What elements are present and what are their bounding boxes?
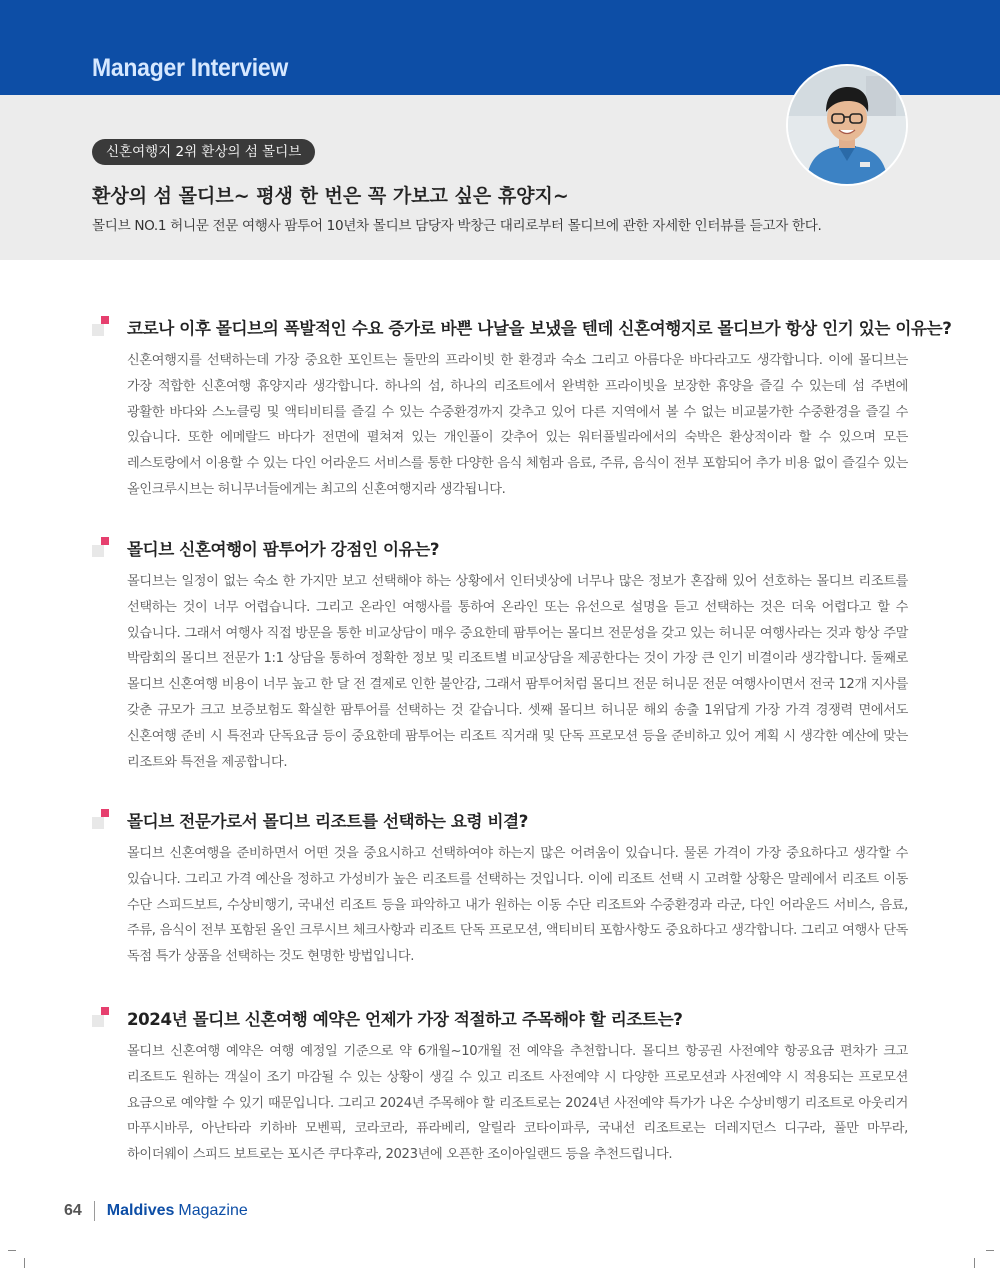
question-marker-icon xyxy=(92,537,114,559)
crop-mark xyxy=(24,1258,25,1268)
interviewee-photo xyxy=(788,66,906,184)
question: 코로나 이후 몰디브의 폭발적인 수요 증가로 바쁜 나날을 보냈을 텐데 신혼여행지로 몰디브가 항상 인기 있는 이유는? xyxy=(127,319,952,338)
answer: 몰디브 신혼여행 예약은 여행 예정일 기준으로 약 6개월~10개월 전 예약을 추천합니다. 몰디브 항공권 사전예약 항공요금 편차가 크고 리조트도 원하는 객실이 조기 마감될 수 있는 상황이 생길 수 있고 리조트 사전예약 시 다양한 프로모션과 사전예약 시 적용되는 프로모션 요금으로 예약할 수 있기 때문입니다. 그리고 2024년 주목해야 할 리조트로는 2024년 사전예약 특가가 나온 수상비행기 리조트로 아웃리거 마푸시바루, 아난타라 키하바 모벤픽, 코라코라, 퓨라베리, 알릴라 코타이파루, 국내선 리조트로는 더레지던스 디구라, 풀만 마무라, 하이더웨이 스피드 보트로는 포시즌 쿠다후라, 2023년에 오픈한 조이아일랜드 등을 추천드립니다. xyxy=(127,1044,908,1163)
crop-mark xyxy=(986,1250,994,1251)
question-marker-icon xyxy=(92,809,114,831)
question: 몰디브 전문가로서 몰디브 리조트를 선택하는 요령 비결? xyxy=(127,812,528,831)
answer: 몰디브는 일정이 없는 숙소 한 가지만 보고 선택해야 하는 상황에서 인터넷상에 너무나 많은 정보가 혼잡해 있어 선호하는 몰디브 리조트를 선택하는 것이 너무 어렵습니다. 그리고 온라인 여행사를 통하여 온라인 또는 유선으로 설명을 듣고 선택하는 것은 더욱 어렵다고 할 수 있습니다. 그래서 여행사 직접 방문을 통한 비교상담이 매우 중요한데 팜투어는 몰디브 전문성을 갖고 있는 허니문 여행사라는 것과 항상 주말 박람회의 몰디브 전문가 1:1 상담을 통하여 정확한 정보 및 리조트별 비교상담을 제공한다는 것이 가장 큰 인기 비결이라 생각합니다. 둘째로 몰디브 신혼여행 비용이 너무 높고 한 달 전 결제로 인한 불안감, 그래서 팜투어처럼 몰디브 전문 허니문 전문 여행사이면서 전국 12개 지사를 갖춘 규모가 크고 보증보험도 확실한 팜투어를 선택하는 것 같습니다. 셋째 몰디브 허니문 해외 송출 1위답게 가장 가격 경쟁력 면에서도 신혼여행 준비 시 특전과 단독요금 등이 중요한데 팜투어는 리조트 직거래 및 단독 프로모션 등을 준비하고 있어 계획 시 생각한 예산에 맞는 리조트와 특전을 제공합니다. xyxy=(127,574,908,770)
crop-mark xyxy=(8,1250,16,1251)
magazine-name-suffix: Magazine xyxy=(178,1202,248,1219)
section-title: Manager Interview xyxy=(92,54,288,82)
headline: 환상의 섬 몰디브~ 평생 한 번은 꼭 가보고 싶은 휴양지~ xyxy=(92,185,569,207)
answer: 몰디브 신혼여행을 준비하면서 어떤 것을 중요시하고 선택하여야 하는지 많은 어려움이 있습니다. 물론 가격이 가장 중요하다고 생각할 수 있습니다. 그리고 가격 예산을 정하고 가성비가 높은 리조트를 선택하는 것입니다. 이에 리조트 선택 시 고려할 상황은 말레에서 리조트 이동 수단 스피드보트, 수상비행기, 국내선 리조트 등을 파악하고 내가 원하는 이동 수단 리조트와 수중환경과 라군, 다인 어라운드 서비스, 음료, 주류, 음식이 전부 포함된 올인 크루시브 체크사항과 리조트 단독 프로모션, 액티비티 포함사항도 중요하다고 생각합니다. 그리고 여행사 단독 독점 특가 상품을 선택하는 것도 현명한 방법입니다. xyxy=(127,846,908,965)
magazine-name: Maldives xyxy=(106,1202,175,1219)
question-marker-icon xyxy=(92,316,114,338)
question-marker-icon xyxy=(92,1007,114,1029)
intro-text: 몰디브 NO.1 허니문 전문 여행사 팜투어 10년차 몰디브 담당자 박창근 대리로부터 몰디브에 관한 자세한 인터뷰를 듣고자 한다. xyxy=(92,218,822,234)
question: 2024년 몰디브 신혼여행 예약은 언제가 가장 적절하고 주목해야 할 리조트는? xyxy=(127,1010,683,1029)
footer-divider xyxy=(94,1201,95,1221)
question: 몰디브 신혼여행이 팜투어가 강점인 이유는? xyxy=(127,540,440,559)
page-footer xyxy=(64,1201,248,1221)
topic-tag: 신혼여행지 2위 환상의 섬 몰디브 xyxy=(92,139,315,165)
crop-mark xyxy=(974,1258,975,1268)
page-number: 64 xyxy=(64,1202,82,1219)
answer: 신혼여행지를 선택하는데 가장 중요한 포인트는 둘만의 프라이빗 한 환경과 숙소 그리고 아름다운 바다라고도 생각합니다. 이에 몰디브는 가장 적합한 신혼여행 휴양지라 생각합니다. 하나의 섬, 하나의 리조트에서 완벽한 프라이빗을 보장한 휴양을 즐길 수 있는데 섬 주변에 광활한 바다와 스노클링 및 액티비티를 즐길 수 있는 수중환경까지 갖추고 있어 다른 지역에서 볼 수 없는 비교불가한 수중환경을 즐길 수 있습니다. 또한 에메랄드 바다가 전면에 펼쳐져 있는 개인풀이 갖추어 있는 워터풀빌라에서의 숙박은 환상적이라 할 수 있으며 모든 레스토랑에서 이용할 수 있는 다인 어라운드 서비스를 통한 다양한 음식 체험과 음료, 주류, 음식이 전부 포함되어 추가 비용 없이 즐길수 있는 올인크루시브는 허니무너들에게는 최고의 신혼여행지라 생각됩니다. xyxy=(127,353,908,497)
